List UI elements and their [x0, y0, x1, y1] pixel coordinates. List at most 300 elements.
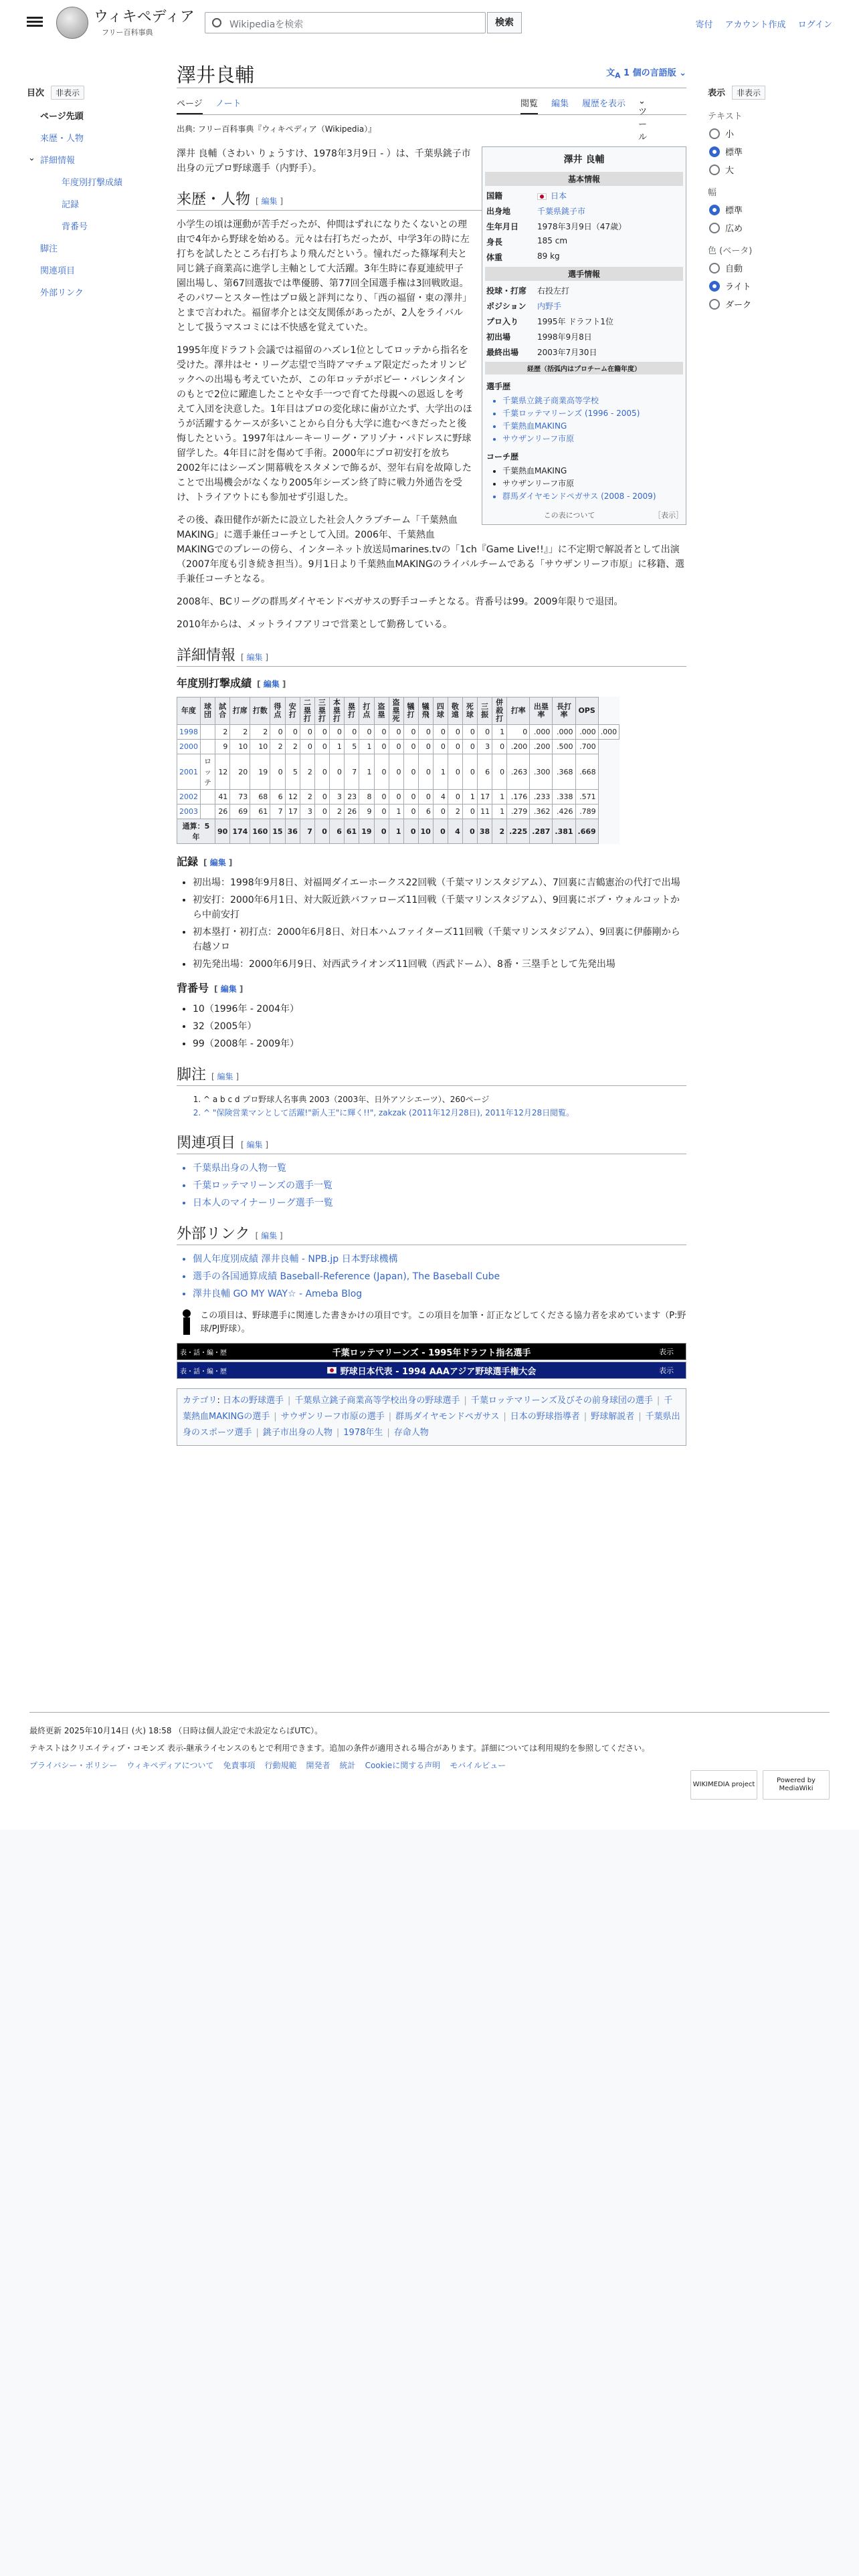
edit-label: 編集	[246, 1140, 263, 1150]
infobox-key: 投球・打席	[486, 286, 527, 296]
total-cell: 2	[492, 819, 507, 844]
stats-cell: 0	[389, 754, 403, 790]
year-cell[interactable]: 2001	[177, 754, 201, 790]
stats-cell: 0	[433, 725, 448, 740]
list-item: • 初安打：2000年6月1日、対大阪近鉄バファローズ11回戦（千葉マリンスタジアム）、9回裏にボブ・ウォルコットから中前安打	[193, 893, 686, 922]
stats-cell: 26	[215, 804, 230, 819]
edit-link[interactable]: [ 編集 ]	[256, 197, 284, 206]
stats-cell: 2	[250, 725, 270, 740]
width-standard[interactable]	[709, 203, 832, 216]
radio-selected-icon	[709, 146, 720, 157]
display-title: 表示	[708, 88, 726, 98]
category-link[interactable]: サウザンリーフ市原の選手	[280, 1412, 385, 1422]
total-cell: .287	[530, 819, 553, 844]
paragraph: 小学生の頃は運動が苦手だったが、仲間はずれになりたくないとの理由で4年から野球を始める。元々は右打ちだったが、中学3年の時に左打ちを試したところ右打ちより飛んだという。憧れだった篠塚利夫と同じ銚子商業高に進学し主軸として大活躍。3年生時に春夏連続甲子園出場し、第67回選抜では準優勝、第77回全国選手権は3回戦敗退。そのパワーとスター性はプロ級と評判になり、「西の福留・東の澤井」とまで言われた。福留孝介とは交友関係があったが、2人をライバルとして扱うマスコミには不快感を覚えていた。	[177, 219, 472, 333]
navbox	[177, 1343, 686, 1360]
radio-label: 小	[725, 130, 735, 140]
toc-item-notes[interactable]: 脚注	[40, 244, 58, 254]
stats-cell: .668	[575, 754, 598, 790]
stats-header-cell: 打点	[359, 697, 374, 725]
stats-cell: 7	[344, 754, 359, 790]
edit-link[interactable]: [ 編集 ]	[211, 1072, 240, 1081]
stats-cell: 0	[492, 740, 507, 754]
stats-cell: 0	[507, 725, 530, 740]
search-input[interactable]	[205, 12, 486, 33]
wordmark[interactable]: ウィキペディア	[94, 9, 195, 25]
title-bar	[177, 59, 686, 88]
login-link[interactable]: ログイン	[797, 20, 832, 30]
infobox-value[interactable]: 千葉県銚子市	[537, 207, 586, 216]
list-item[interactable]: • 千葉県出身の人物一覧	[193, 1161, 686, 1176]
search-button[interactable]: 検索	[487, 12, 522, 33]
section-heading	[177, 1063, 686, 1086]
infobox-title: 澤井 良輔	[563, 154, 605, 165]
team-cell	[201, 740, 215, 754]
stats-header-cell: 敬遠	[448, 697, 462, 725]
toc-item-stats[interactable]: 年度別打撃成績	[62, 178, 123, 188]
list-item[interactable]: • 個人年度別成績 澤井良輔 - NPB.jp 日本野球機構	[193, 1252, 686, 1267]
team-cell	[201, 725, 215, 740]
stats-cell: 0	[314, 754, 329, 790]
stats-cell: .362	[530, 804, 553, 819]
footer-link[interactable]: 免責事項	[223, 1761, 256, 1770]
table-row	[177, 754, 619, 790]
list-item[interactable]: • 千葉県立銚子商業高等学校	[502, 395, 683, 406]
separator: |	[464, 1396, 467, 1406]
stats-cell: 0	[403, 804, 418, 819]
separator: |	[387, 1428, 390, 1438]
stats-cell: 0	[462, 740, 477, 754]
footer-badges	[690, 1770, 830, 1800]
year-cell[interactable]: 1998	[177, 725, 201, 740]
team-cell	[201, 790, 215, 804]
coach-career-list	[502, 465, 683, 502]
stats-header-cell: 打数	[250, 697, 270, 725]
radio-label: 標準	[725, 206, 743, 216]
stats-cell: 2	[215, 725, 230, 740]
stats-cell: 1	[359, 740, 374, 754]
stats-header-cell: 安打	[285, 697, 300, 725]
infobox-value[interactable]: 内野手	[537, 302, 562, 311]
team-cell	[201, 804, 215, 819]
text-size-small[interactable]	[709, 127, 832, 140]
infobox-row	[485, 203, 683, 219]
stats-cell: 20	[230, 754, 250, 790]
stats-cell: 26	[344, 804, 359, 819]
footer-link[interactable]: ウィキペディアについて	[126, 1761, 214, 1770]
category-box: カテゴリ: 日本の野球選手 | 千葉県立銚子商業高等学校出身の野球選手 | 千葉ロッテマリーンズ及びその前身球団の選手 | 千葉熱血MAKINGの選手 | サウザンリーフ市原の選手 | 群馬ダイヤモンドペガサス | 日本の野球指導者 | 野球解説者 | 千葉県出身のスポーツ選手 | 銚子市出身の人物 | 1978年生 | 存命人物	[177, 1388, 686, 1446]
tab-talk[interactable]: ノート	[215, 99, 242, 109]
total-cell: 通算：5年	[177, 819, 215, 844]
width-label: 幅	[708, 188, 717, 198]
stats-cell: 1	[329, 740, 344, 754]
infobox-row	[485, 314, 683, 329]
search-placeholder: Wikipediaを検索	[229, 19, 304, 30]
categories-label[interactable]: カテゴリ	[183, 1396, 217, 1406]
table-of-contents	[27, 86, 167, 308]
infobox-section: 選手情報	[485, 267, 683, 281]
footer-link[interactable]: プライバシー・ポリシー	[29, 1761, 118, 1770]
radio-selected-icon	[709, 281, 720, 292]
infobox-key: 身長	[486, 237, 503, 247]
radio-label: 大	[725, 166, 735, 176]
navbox-show-button[interactable]: 表示	[659, 1348, 674, 1356]
stats-cell: 2	[285, 740, 300, 754]
reference-item[interactable]: 2. ^ "保険営業マンとして活躍!"新人王"に輝く!!", zakzak (2011年12月28日), 2011年12月28日閲覧。	[203, 1106, 686, 1119]
infobox-section: 基本情報	[485, 172, 683, 186]
color-light[interactable]	[709, 280, 832, 292]
edit-label: 編集	[209, 858, 226, 867]
toc-item-external[interactable]: 外部リンク	[40, 288, 84, 298]
stats-cell: 19	[250, 754, 270, 790]
stats-header-cell: 四球	[433, 697, 448, 725]
stats-cell: 0	[314, 790, 329, 804]
toc-item-numbers[interactable]: 背番号	[62, 222, 88, 232]
list-item[interactable]: • 澤井良輔 GO MY WAY☆ - Ameba Blog	[193, 1287, 686, 1301]
stats-cell: 0	[448, 790, 462, 804]
baseball-player-icon	[177, 1309, 195, 1336]
stats-cell: 0	[374, 790, 389, 804]
infobox-key: 国籍	[486, 191, 503, 201]
stats-header-cell: 本塁打	[329, 697, 344, 725]
separator: |	[274, 1412, 277, 1422]
stats-cell: 0	[418, 790, 433, 804]
stats-cell: 0	[403, 725, 418, 740]
stats-cell: 69	[230, 804, 250, 819]
category-link[interactable]: 群馬ダイヤモンドペガサス	[395, 1412, 500, 1422]
radio-label: ライト	[725, 282, 751, 292]
footer-link[interactable]: モバイルビュー	[450, 1761, 506, 1770]
category-link[interactable]: 千葉熱血MAKINGの選手	[183, 1396, 673, 1422]
total-cell: .381	[553, 819, 575, 844]
infobox-value-text: 日本	[551, 191, 567, 201]
reference-item: 1. ^ a b c d プロ野球人名事典 2003（2003年、日外アソシエーツ）、260ページ	[203, 1093, 686, 1106]
total-cell: 160	[250, 819, 270, 844]
stats-cell: 0	[462, 725, 477, 740]
numbers-list	[193, 1002, 686, 1051]
category-link[interactable]: 千葉県出身のスポーツ選手	[183, 1412, 680, 1438]
stats-cell: 11	[477, 804, 492, 819]
year-cell[interactable]: 2000	[177, 740, 201, 754]
footer-link[interactable]: Cookieに関する声明	[365, 1761, 441, 1770]
category-link[interactable]: 野球解説者	[591, 1412, 635, 1422]
stats-cell: .300	[530, 754, 553, 790]
radio-label: ダーク	[725, 300, 752, 310]
infobox-key: プロ入り	[486, 317, 519, 326]
stats-cell: 2	[329, 804, 344, 819]
list-item[interactable]: • 千葉ロッテマリーンズ (1996 - 2005)	[502, 407, 683, 419]
source-note: 出典: フリー百科事典『ウィキペディア（Wikipedia）』	[177, 124, 377, 134]
stats-header-cell: 三振	[477, 697, 492, 725]
article	[177, 59, 686, 1446]
stats-cell: 0	[403, 740, 418, 754]
color-auto[interactable]	[709, 261, 832, 274]
mediawiki-badge[interactable]: Powered by MediaWiki	[763, 1770, 830, 1800]
stats-cell: .200	[530, 740, 553, 754]
list-item[interactable]: • 千葉熱血MAKING	[502, 420, 683, 431]
display-hide-button[interactable]: 非表示	[732, 86, 765, 100]
stats-cell: 10	[230, 740, 250, 754]
stats-cell: 2	[300, 754, 314, 790]
create-account-link[interactable]: アカウント作成	[725, 20, 786, 30]
stats-cell: 0	[329, 754, 344, 790]
edit-label: 編集	[217, 1072, 233, 1081]
stats-cell: 68	[250, 790, 270, 804]
stats-cell: 0	[359, 725, 374, 740]
stats-cell: 0	[285, 725, 300, 740]
infobox-value[interactable]	[537, 190, 567, 201]
navbox-vte[interactable]: 表・話・編・歴	[180, 1349, 227, 1357]
list-item: • 初先発出場：2000年6月9日、対西武ライオンズ11回戦（西武ドーム）、8番・三塁手として先発出場	[193, 957, 686, 972]
stats-cell: 0	[418, 740, 433, 754]
toc-hide-button[interactable]: 非表示	[51, 86, 84, 100]
radio-icon	[709, 299, 720, 310]
infobox-row	[485, 329, 683, 344]
text-size-standard[interactable]	[709, 145, 832, 158]
subsection-title: 記録	[177, 855, 199, 868]
infobox-row	[485, 219, 683, 234]
stats-cell: 10	[250, 740, 270, 754]
infobox-row	[485, 249, 683, 265]
stats-cell: 0	[314, 740, 329, 754]
stats-cell: 8	[359, 790, 374, 804]
infobox-subheader: コーチ歴	[486, 452, 519, 461]
stats-cell: 6	[477, 754, 492, 790]
text-size-label: テキスト	[708, 112, 743, 122]
separator: |	[503, 1412, 506, 1422]
navbox-show-button[interactable]: 表示	[659, 1366, 674, 1375]
stats-cell: 41	[215, 790, 230, 804]
total-row	[177, 819, 619, 844]
external-links-list	[193, 1252, 686, 1301]
toc-item-career[interactable]: 来歴・人物	[40, 134, 84, 144]
radio-selected-icon	[709, 205, 720, 215]
radio-icon	[709, 165, 720, 175]
total-cell: 0	[403, 819, 418, 844]
toc-item-records[interactable]: 記録	[62, 200, 80, 210]
category-link[interactable]: 千葉県立銚子商業高等学校出身の野球選手	[294, 1396, 460, 1406]
total-cell: 7	[300, 819, 314, 844]
toc-item-top[interactable]: ページ先頭	[40, 112, 84, 122]
table-row	[177, 790, 619, 804]
stats-header-cell: 長打率	[553, 697, 575, 725]
stats-cell: 1	[359, 754, 374, 790]
navbox-title: 千葉ロッテマリーンズ - 1995年ドラフト指名選手	[332, 1348, 531, 1358]
radio-label: 広め	[725, 224, 743, 234]
separator: |	[638, 1412, 642, 1422]
tab-read[interactable]: 閲覧	[520, 96, 538, 114]
edit-link[interactable]: [ 編集 ]	[255, 1231, 283, 1241]
stats-header-cell: 打席	[230, 697, 250, 725]
stats-cell: 1	[492, 790, 507, 804]
stats-cell: .000	[575, 725, 598, 740]
toc-item-related[interactable]: 関連項目	[40, 266, 76, 276]
stats-cell: .000	[598, 725, 619, 740]
stats-cell: 5	[285, 754, 300, 790]
edit-link[interactable]: [ 編集 ]	[203, 858, 233, 867]
radio-label: 標準	[725, 148, 743, 158]
footer-link[interactable]: 開発者	[306, 1761, 330, 1770]
donate-link[interactable]: 寄付	[695, 20, 713, 30]
infobox-value: 右投左打	[537, 286, 570, 296]
subsection-heading	[177, 853, 686, 869]
infobox-section: 経歴（括弧内はプロチーム在籍年度）	[485, 362, 683, 374]
subsection-heading	[177, 980, 686, 995]
table-row	[177, 804, 619, 819]
text-size-large[interactable]	[709, 163, 832, 176]
stats-cell: 0	[374, 740, 389, 754]
footer-link[interactable]: 統計	[339, 1761, 356, 1770]
stats-cell: 0	[300, 725, 314, 740]
category-link[interactable]: 日本の野球指導者	[510, 1412, 580, 1422]
stats-cell: 0	[448, 754, 462, 790]
stats-header-cell: 二塁打	[300, 697, 314, 725]
total-cell: 0	[462, 819, 477, 844]
stats-cell: 17	[285, 804, 300, 819]
infobox-value: 2003年7月30日	[537, 348, 597, 357]
tagline: フリー百科事典	[102, 28, 153, 37]
wikimedia-badge[interactable]: WIKIMEDIA project	[690, 1770, 757, 1800]
list-item[interactable]: • 群馬ダイヤモンドペガサス (2008 - 2009)	[502, 490, 683, 502]
total-cell: 174	[230, 819, 250, 844]
edit-label: 編集	[246, 653, 263, 662]
infobox-key: 体重	[486, 253, 503, 262]
chevron-down-icon[interactable]: ⌄	[28, 153, 35, 163]
infobox-key: ポジション	[486, 302, 527, 311]
stats-cell: .000	[530, 725, 553, 740]
stats-cell: 0	[344, 725, 359, 740]
edit-label: 編集	[261, 197, 278, 206]
tab-history[interactable]: 履歴を表示	[582, 99, 626, 109]
stats-cell: 0	[374, 804, 389, 819]
stats-cell: .789	[575, 804, 598, 819]
stats-cell: 1	[492, 725, 507, 740]
toc-title: 目次	[27, 88, 45, 98]
stats-cell: 12	[285, 790, 300, 804]
footer-link[interactable]: 行動規範	[264, 1761, 297, 1770]
tab-tools[interactable]: ツール ⌄	[638, 96, 648, 142]
list-item: • 初出場：1998年9月8日、対福岡ダイエーホークス22回戦（千葉マリンスタジアム）、7回裏に吉鶴憲治の代打で出場	[193, 875, 686, 890]
lead-paragraph: 澤井 良輔（さわい りょうすけ、1978年3月9日 - ）は、千葉県銚子市出身の元プロ野球選手（内野手）。	[177, 148, 471, 174]
total-cell: 38	[477, 819, 492, 844]
year-cell[interactable]: 2003	[177, 804, 201, 819]
navbox-bar[interactable]	[177, 1344, 686, 1360]
separator: |	[583, 1412, 587, 1422]
separator: |	[656, 1396, 660, 1406]
stats-cell: 1	[389, 804, 403, 819]
language-button[interactable]: 文$_A$ 1 個の言語版 ⌄	[606, 68, 686, 80]
category-link[interactable]: 日本の野球選手	[223, 1396, 284, 1406]
footer	[29, 1712, 830, 1792]
navbox-vte[interactable]: 表・話・編・歴	[180, 1368, 227, 1376]
toc-item-details[interactable]	[28, 153, 167, 166]
total-cell: 4	[448, 819, 462, 844]
infobox-key: 最終出場	[486, 348, 519, 357]
edit-link[interactable]: [ 編集 ]	[241, 1140, 269, 1150]
list-item[interactable]: • サウザンリーフ市原	[502, 433, 683, 444]
width-wide[interactable]	[709, 221, 832, 234]
subsection-title: 背番号	[177, 982, 209, 994]
edit-link[interactable]: [ 編集 ]	[257, 679, 286, 689]
total-cell: .669	[575, 819, 598, 844]
stats-cell: 0	[448, 740, 462, 754]
list-item[interactable]: • 選手の各国通算成績 Baseball-Reference (Japan), The Baseball Cube	[193, 1269, 686, 1284]
stats-cell: 0	[492, 754, 507, 790]
stats-header-cell: 打率	[507, 697, 530, 725]
total-cell: 36	[285, 819, 300, 844]
stats-cell: .700	[575, 740, 598, 754]
stats-cell: 9	[215, 740, 230, 754]
category-link[interactable]: 銚子市出身の人物	[262, 1428, 332, 1438]
list-item[interactable]: • 千葉ロッテマリーンズの選手一覧	[193, 1178, 686, 1193]
stats-cell: 0	[389, 725, 403, 740]
total-cell: 0	[433, 819, 448, 844]
stats-cell: 0	[403, 754, 418, 790]
edit-link[interactable]: [ 編集 ]	[241, 653, 269, 662]
separator: |	[288, 1396, 291, 1406]
infobox-value: 89 kg	[537, 251, 560, 261]
stats-cell: 73	[230, 790, 250, 804]
subsection-heading	[177, 675, 686, 690]
category-link[interactable]: 存命人物	[393, 1428, 429, 1438]
japan-flag-icon	[537, 193, 547, 200]
japan-flag-icon	[327, 1367, 337, 1374]
color-dark[interactable]	[709, 298, 832, 310]
infobox-value: 185 cm	[537, 236, 568, 245]
stats-cell: 0	[374, 725, 389, 740]
stats-table	[177, 697, 619, 844]
stats-header-cell: 球団	[201, 697, 215, 725]
navbox-bar[interactable]	[177, 1362, 686, 1378]
infobox-show-button[interactable]: ［表示］	[654, 511, 683, 520]
stats-cell: .233	[530, 790, 553, 804]
total-cell: 15	[270, 819, 285, 844]
category-link[interactable]: 1978年生	[343, 1428, 383, 1438]
section-title: 詳細情報	[177, 647, 236, 663]
references-list	[203, 1093, 686, 1119]
year-cell[interactable]: 2002	[177, 790, 201, 804]
wikipedia-logo[interactable]	[56, 7, 88, 39]
tab-edit[interactable]: 編集	[551, 99, 569, 109]
stats-cell: 2	[270, 740, 285, 754]
stats-cell: 0	[403, 790, 418, 804]
stats-header-cell: 塁打	[344, 697, 359, 725]
infobox-key: 生年月日	[486, 222, 519, 231]
radio-icon	[709, 263, 720, 274]
stats-cell: .263	[507, 754, 530, 790]
stats-header-cell: 犠飛	[418, 697, 433, 725]
section-title: 外部リンク	[177, 1225, 250, 1242]
infobox-key: 初出場	[486, 332, 511, 342]
infobox	[482, 146, 686, 525]
stats-cell: 17	[477, 790, 492, 804]
stats-cell: 4	[433, 790, 448, 804]
tab-page[interactable]: ページ	[177, 96, 203, 114]
infobox-row	[485, 298, 683, 314]
category-link[interactable]: 千葉ロッテマリーンズ及びその前身球団の選手	[470, 1396, 653, 1406]
stats-cell: 23	[344, 790, 359, 804]
stats-cell: 0	[389, 790, 403, 804]
infobox-about-link[interactable]: この表について	[543, 511, 595, 520]
infobox-row	[485, 344, 683, 360]
display-header	[708, 86, 832, 100]
stats-cell: 2	[230, 725, 250, 740]
stub-text: この項目は、野球選手に関連した書きかけの項目です。この項目を加筆・訂正などしてくださる協力者を求めています（P:野球/PJ野球）。	[200, 1311, 686, 1334]
navbox	[177, 1362, 686, 1379]
edit-link[interactable]: [ 編集 ]	[214, 984, 244, 994]
list-item[interactable]: • 日本人のマイナーリーグ選手一覧	[193, 1196, 686, 1210]
menu-icon[interactable]	[27, 15, 43, 28]
